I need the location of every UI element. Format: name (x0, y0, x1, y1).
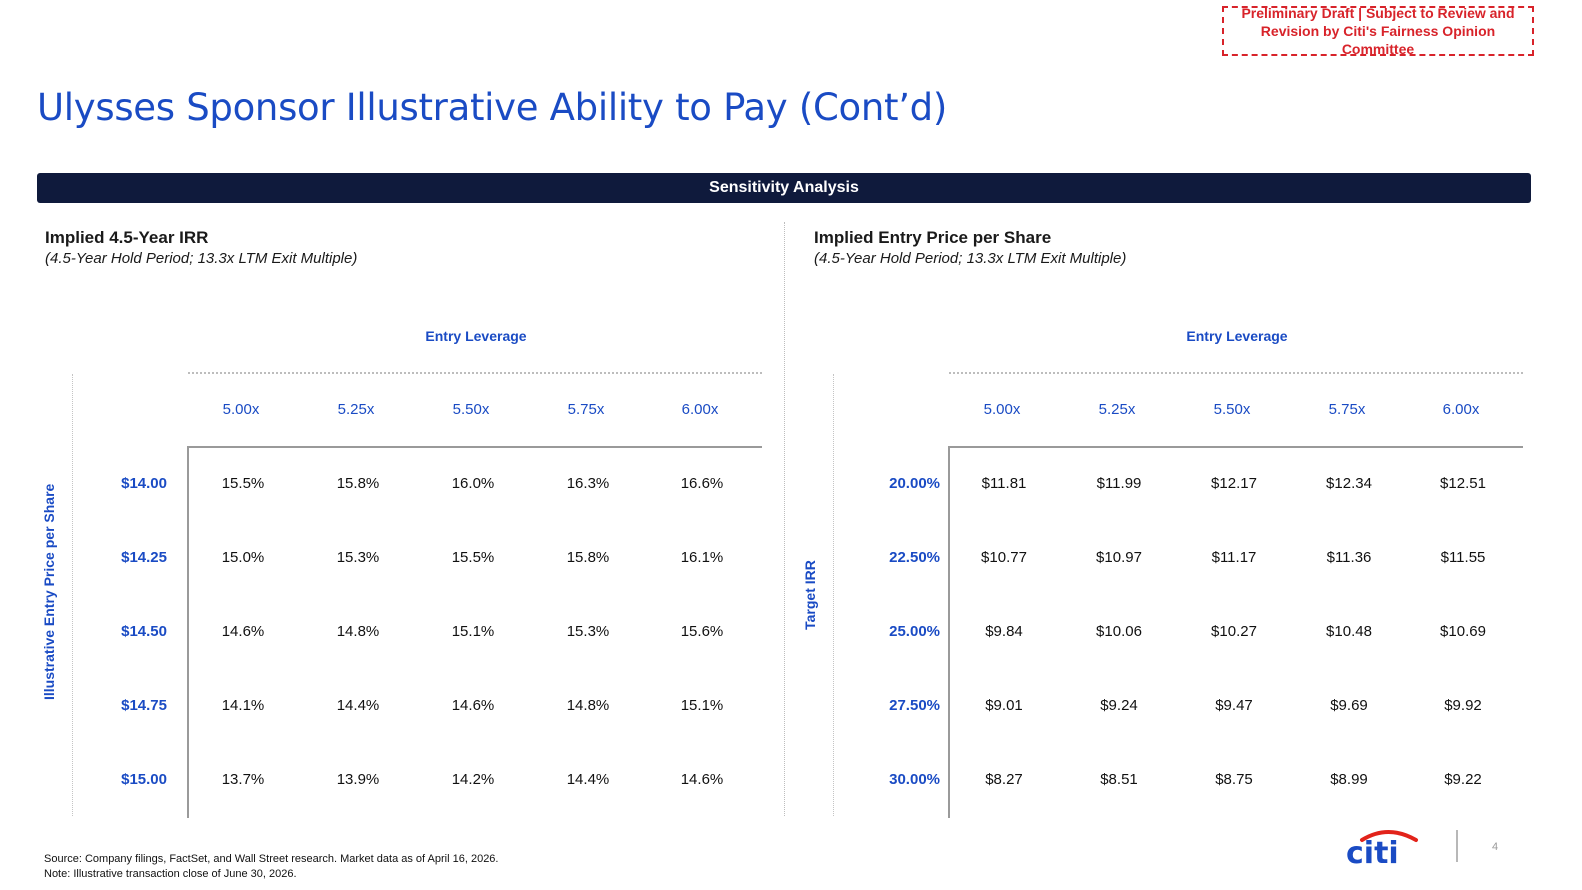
right-row-header: 22.50% (889, 549, 940, 566)
right-table-cell: $9.92 (1444, 697, 1482, 714)
right-table-cell: $11.81 (981, 475, 1027, 492)
left-row-axis-label: Illustrative Entry Price per Share (41, 483, 57, 700)
transaction-note: Note: Illustrative transaction close of June 30, 2026. (44, 868, 297, 880)
left-column-header: 5.00x (222, 401, 260, 418)
right-row-header: 30.00% (889, 771, 940, 788)
draft-notice (1222, 6, 1534, 56)
right-table-cell: $8.27 (985, 771, 1023, 788)
right-table-cell: $12.34 (1326, 475, 1372, 492)
right-table-cell: $10.69 (1440, 623, 1486, 640)
right-table-cell: $8.51 (1100, 771, 1138, 788)
citi-logo (1344, 826, 1424, 866)
right-row-header: 20.00% (889, 475, 940, 492)
left-panel-subtitle: (4.5-Year Hold Period; 13.3x LTM Exit Multiple) (45, 250, 358, 267)
left-table-cell: 15.6% (680, 623, 724, 640)
page-title: Ulysses Sponsor Illustrative Ability to Pay (Cont’d) (37, 86, 947, 129)
left-table-cell: 15.1% (680, 697, 724, 714)
citi-logo-text: citi (1346, 836, 1399, 866)
left-panel-header (45, 228, 357, 267)
left-table-cell: 15.5% (451, 549, 495, 566)
left-table-cell: 15.5% (221, 475, 265, 492)
right-column-header: 5.75x (1328, 401, 1366, 418)
panel-divider (784, 222, 785, 816)
left-table-cell: 14.4% (566, 771, 610, 788)
left-row-header: $14.75 (121, 697, 167, 714)
draft-notice-line2: Revision by Citi's Fairness Opinion Committee (1260, 23, 1496, 57)
left-column-header: 5.25x (337, 401, 375, 418)
left-row-header: $15.00 (121, 771, 167, 788)
right-table-cell: $11.17 (1211, 549, 1257, 566)
left-table-cell: 16.0% (451, 475, 495, 492)
left-row-header: $14.25 (121, 549, 167, 566)
left-table-cell: 14.6% (221, 623, 265, 640)
right-table-cell: $9.84 (985, 623, 1023, 640)
left-table-cell: 15.3% (336, 549, 380, 566)
right-table-cell: $10.48 (1326, 623, 1372, 640)
right-table-cell: $10.97 (1096, 549, 1142, 566)
right-table-cell: $8.99 (1330, 771, 1368, 788)
right-column-header: 5.25x (1098, 401, 1136, 418)
right-row-rule (948, 446, 950, 818)
right-table-cell: $8.75 (1215, 771, 1253, 788)
left-row-header: $14.00 (121, 475, 167, 492)
right-table-cell: $11.99 (1096, 475, 1142, 492)
left-table-cell: 15.8% (336, 475, 380, 492)
left-table-cell: 14.6% (451, 697, 495, 714)
logo-separator (1456, 830, 1458, 862)
right-table-cell: $10.06 (1096, 623, 1142, 640)
right-table-cell: $12.17 (1211, 475, 1257, 492)
right-table-cell: $9.69 (1330, 697, 1368, 714)
left-column-header: 5.50x (452, 401, 490, 418)
right-table-cell: $10.27 (1211, 623, 1257, 640)
right-table-cell: $9.47 (1215, 697, 1253, 714)
right-row-header: 27.50% (889, 697, 940, 714)
right-dotted-vertical-rule (833, 374, 834, 816)
left-table-cell: 16.1% (680, 549, 724, 566)
left-dotted-vertical-rule (72, 374, 73, 816)
right-row-axis-label: Target IRR (802, 560, 818, 630)
left-table-cell: 14.4% (336, 697, 380, 714)
left-panel-title: Implied 4.5-Year IRR (45, 228, 209, 247)
right-row-header: 25.00% (889, 623, 940, 640)
left-table-cell: 15.1% (451, 623, 495, 640)
left-table-cell: 14.1% (221, 697, 265, 714)
left-dotted-rule (188, 372, 762, 374)
right-panel-subtitle: (4.5-Year Hold Period; 13.3x LTM Exit Multiple) (814, 250, 1127, 267)
right-table-cell: $9.22 (1444, 771, 1482, 788)
right-table-cell: $12.51 (1440, 475, 1486, 492)
left-header-rule (188, 446, 762, 448)
right-table-cell: $9.01 (985, 697, 1023, 714)
left-table-cell: 14.2% (451, 771, 495, 788)
right-panel-header (814, 228, 1126, 267)
right-column-header: 6.00x (1442, 401, 1480, 418)
left-table-cell: 16.6% (680, 475, 724, 492)
left-column-header: 5.75x (567, 401, 605, 418)
left-table-cell: 14.8% (566, 697, 610, 714)
right-table-cell: $10.77 (981, 549, 1027, 566)
section-banner: Sensitivity Analysis (37, 173, 1531, 203)
left-table-cell: 13.7% (221, 771, 265, 788)
left-table-cell: 15.3% (566, 623, 610, 640)
right-table-cell: $11.36 (1326, 549, 1372, 566)
right-table-cell: $11.55 (1440, 549, 1486, 566)
left-table-cell: 14.6% (680, 771, 724, 788)
left-column-axis-label: Entry Leverage (425, 328, 527, 344)
right-header-rule (949, 446, 1523, 448)
left-table-cell: 15.0% (221, 549, 265, 566)
draft-notice-line1: Preliminary Draft | Subject to Review and (1241, 5, 1515, 21)
left-table-cell: 14.8% (336, 623, 380, 640)
left-column-header: 6.00x (681, 401, 719, 418)
left-table-cell: 13.9% (336, 771, 380, 788)
footnotes (44, 852, 498, 882)
page-number: 4 (1492, 841, 1499, 853)
right-dotted-rule (949, 372, 1523, 374)
right-table-cell: $9.24 (1100, 697, 1138, 714)
right-panel-title: Implied Entry Price per Share (814, 228, 1052, 247)
left-row-header: $14.50 (121, 623, 167, 640)
right-column-axis-label: Entry Leverage (1186, 328, 1288, 344)
left-table-cell: 15.8% (566, 549, 610, 566)
right-column-header: 5.50x (1213, 401, 1251, 418)
right-column-header: 5.00x (983, 401, 1021, 418)
source-note: Source: Company filings, FactSet, and Wall Street research. Market data as of April 16, 2026. (44, 853, 499, 865)
left-table-cell: 16.3% (566, 475, 610, 492)
left-row-rule (187, 446, 189, 818)
